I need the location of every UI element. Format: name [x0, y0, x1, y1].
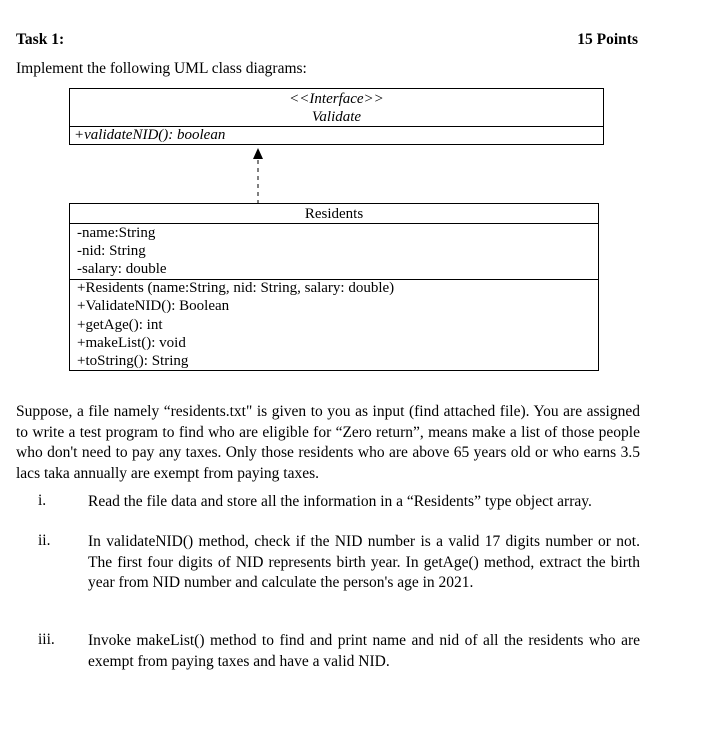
- method-item: +Residents (name:String, nid: String, salary: double): [77, 280, 395, 296]
- method-item: +ValidateNID(): Boolean: [77, 298, 230, 314]
- attribute-item: -salary: double: [77, 261, 167, 277]
- realization-arrow: [248, 146, 268, 206]
- residents-uml-box: [69, 203, 599, 371]
- interface-stereotype: <<Interface>>: [289, 91, 384, 107]
- method-item: +getAge(): int: [77, 317, 163, 333]
- task-title: Task 1:: [16, 31, 65, 48]
- attribute-item: -nid: String: [77, 243, 146, 259]
- interface-uml-box: [69, 88, 604, 145]
- intro-text: Implement the following UML class diagrams:: [16, 60, 307, 77]
- item-number: i.: [38, 492, 47, 509]
- item-text: In validateNID() method, check if the NID number is a valid 17 digits number or not. The first four digits of NID represents birth year. In getAge() method, extract the birth year from NID number and calculate the person's age in 2021.: [88, 533, 640, 591]
- interface-name: Validate: [311, 109, 362, 125]
- class-name: Residents: [304, 206, 364, 222]
- item-text: Read the file data and store all the information in a “Residents” type object array.: [88, 493, 592, 510]
- attribute-item: -name:String: [77, 225, 156, 241]
- interface-method: +validateNID(): boolean: [74, 127, 226, 143]
- arrow-head-icon: [253, 148, 263, 159]
- points-label: 15 Points: [577, 31, 638, 48]
- method-item: +makeList(): void: [77, 335, 186, 351]
- item-number: iii.: [38, 631, 55, 648]
- item-text: Invoke makeList() method to find and print name and nid of all the residents who are exempt from paying taxes and have a valid NID.: [88, 632, 640, 670]
- item-number: ii.: [38, 532, 51, 549]
- description-paragraph: Suppose, a file namely “residents.txt" is given to you as input (find attached file). You are assigned to write a test program to find who are eligible for “Zero return”, means make a list of those people who don't need to pay any taxes. Only those residents who are above 65 years old or who earns 3.5 lacs taka annually are exempt from paying taxes.: [16, 403, 640, 482]
- method-item: +toString(): String: [77, 353, 189, 369]
